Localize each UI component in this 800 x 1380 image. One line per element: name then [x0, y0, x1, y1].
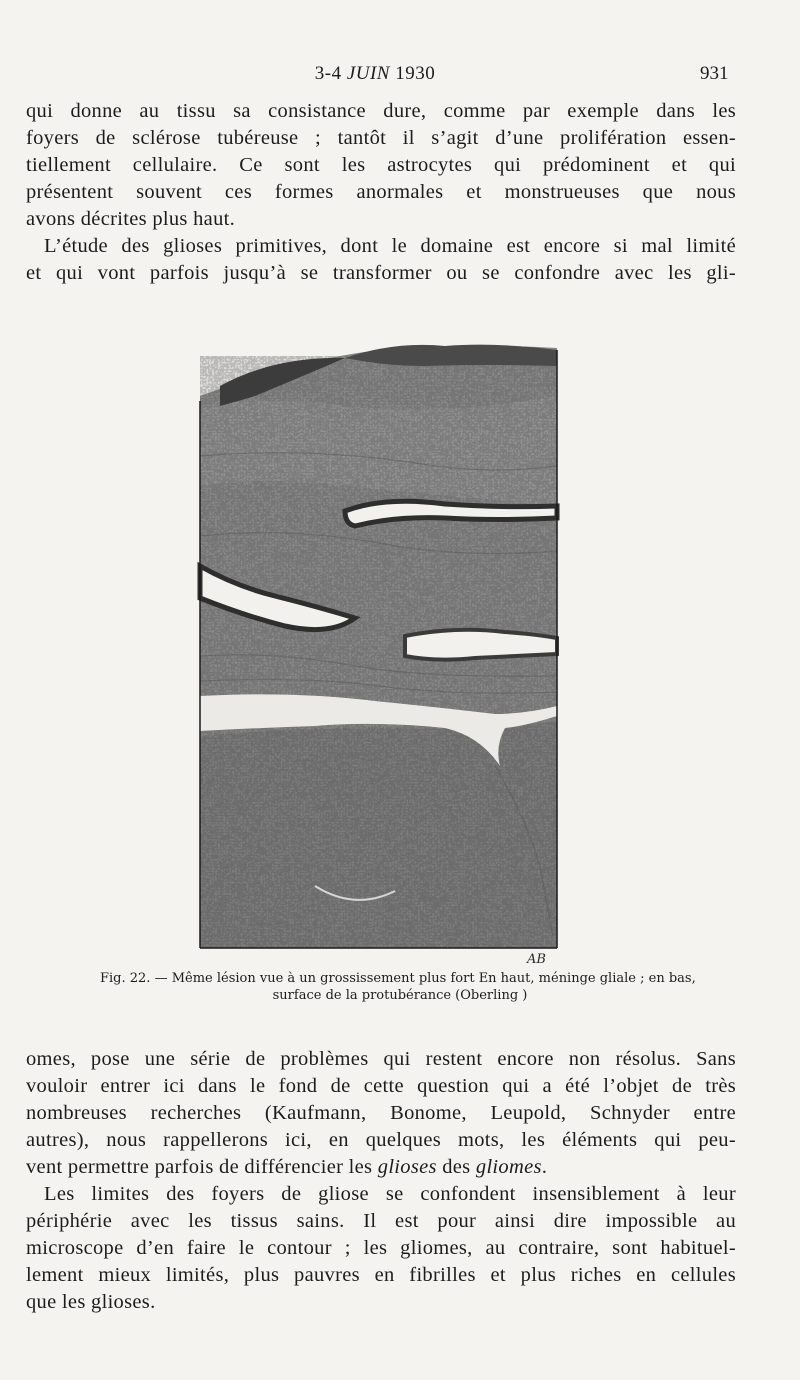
- running-head: [300, 63, 450, 85]
- text-line: et qui vont parfois jusqu’à se transformer ou se confondre avec les gli-: [26, 262, 736, 284]
- text-line: présentent souvent ces formes anormales et monstrueuses que nous: [26, 181, 736, 203]
- term-gliomes: gliomes: [475, 1156, 542, 1178]
- text-line: qui donne au tissu sa consistance dure, comme par exemple dans les: [26, 100, 736, 122]
- artist-signature: AB: [527, 952, 546, 966]
- date-prefix: 3-4: [314, 63, 342, 84]
- text-line: vouloir entrer ici dans le fond de cette question qui a été l’objet de très: [26, 1075, 736, 1097]
- text-line: tiellement cellulaire. Ce sont les astrocytes qui prédominent et qui: [26, 154, 736, 176]
- top-text-block: [26, 98, 736, 287]
- caption-line: Fig. 22. — Même lésion vue à un grossissement plus fort En haut, méninge gliale ; en bas,: [100, 971, 696, 986]
- date-year: 1930: [395, 63, 436, 84]
- page-number: 931: [700, 63, 729, 84]
- text-line: L’étude des glioses primitives, dont le domaine est encore si mal limité: [44, 235, 736, 257]
- text-fragment: vent permettre parfois de différencier les: [26, 1156, 378, 1178]
- bottom-text-block: [26, 1046, 736, 1316]
- text-line: Les limites des foyers de gliose se confondent insensiblement à leur: [44, 1183, 736, 1205]
- text-line: foyers de sclérose tubéreuse ; tantôt il s’agit d’une prolifération essen-: [26, 127, 736, 149]
- term-glioses: glioses: [377, 1156, 437, 1178]
- text-line: lement mieux limités, plus pauvres en fibrilles et plus riches en cellules: [26, 1264, 736, 1286]
- micrograph-image: [195, 336, 565, 966]
- text-line: [26, 1154, 736, 1181]
- text-line: avons décrites plus haut.: [26, 208, 236, 230]
- text-line: omes, pose une série de problèmes qui restent encore non résolus. Sans: [26, 1048, 736, 1070]
- text-line: autres), nous rappellerons ici, en quelques mots, les éléments qui peu-: [26, 1129, 736, 1151]
- text-line: que les glioses.: [26, 1291, 156, 1313]
- figure-caption: [100, 970, 700, 1004]
- date-month: JUIN: [346, 63, 390, 84]
- micrograph-figure: [195, 336, 565, 966]
- text-line: périphérie avec les tissus sains. Il est pour ainsi dire impossible au: [26, 1210, 736, 1232]
- text-fragment: .: [541, 1156, 548, 1178]
- text-line: microscope d’en faire le contour ; les gliomes, au contraire, sont habituel-: [26, 1237, 736, 1259]
- text-fragment: des: [436, 1156, 476, 1178]
- caption-line: surface de la protubérance (Oberling ): [272, 988, 528, 1003]
- text-line: nombreuses recherches (Kaufmann, Bonome, Leupold, Schnyder entre: [26, 1102, 736, 1124]
